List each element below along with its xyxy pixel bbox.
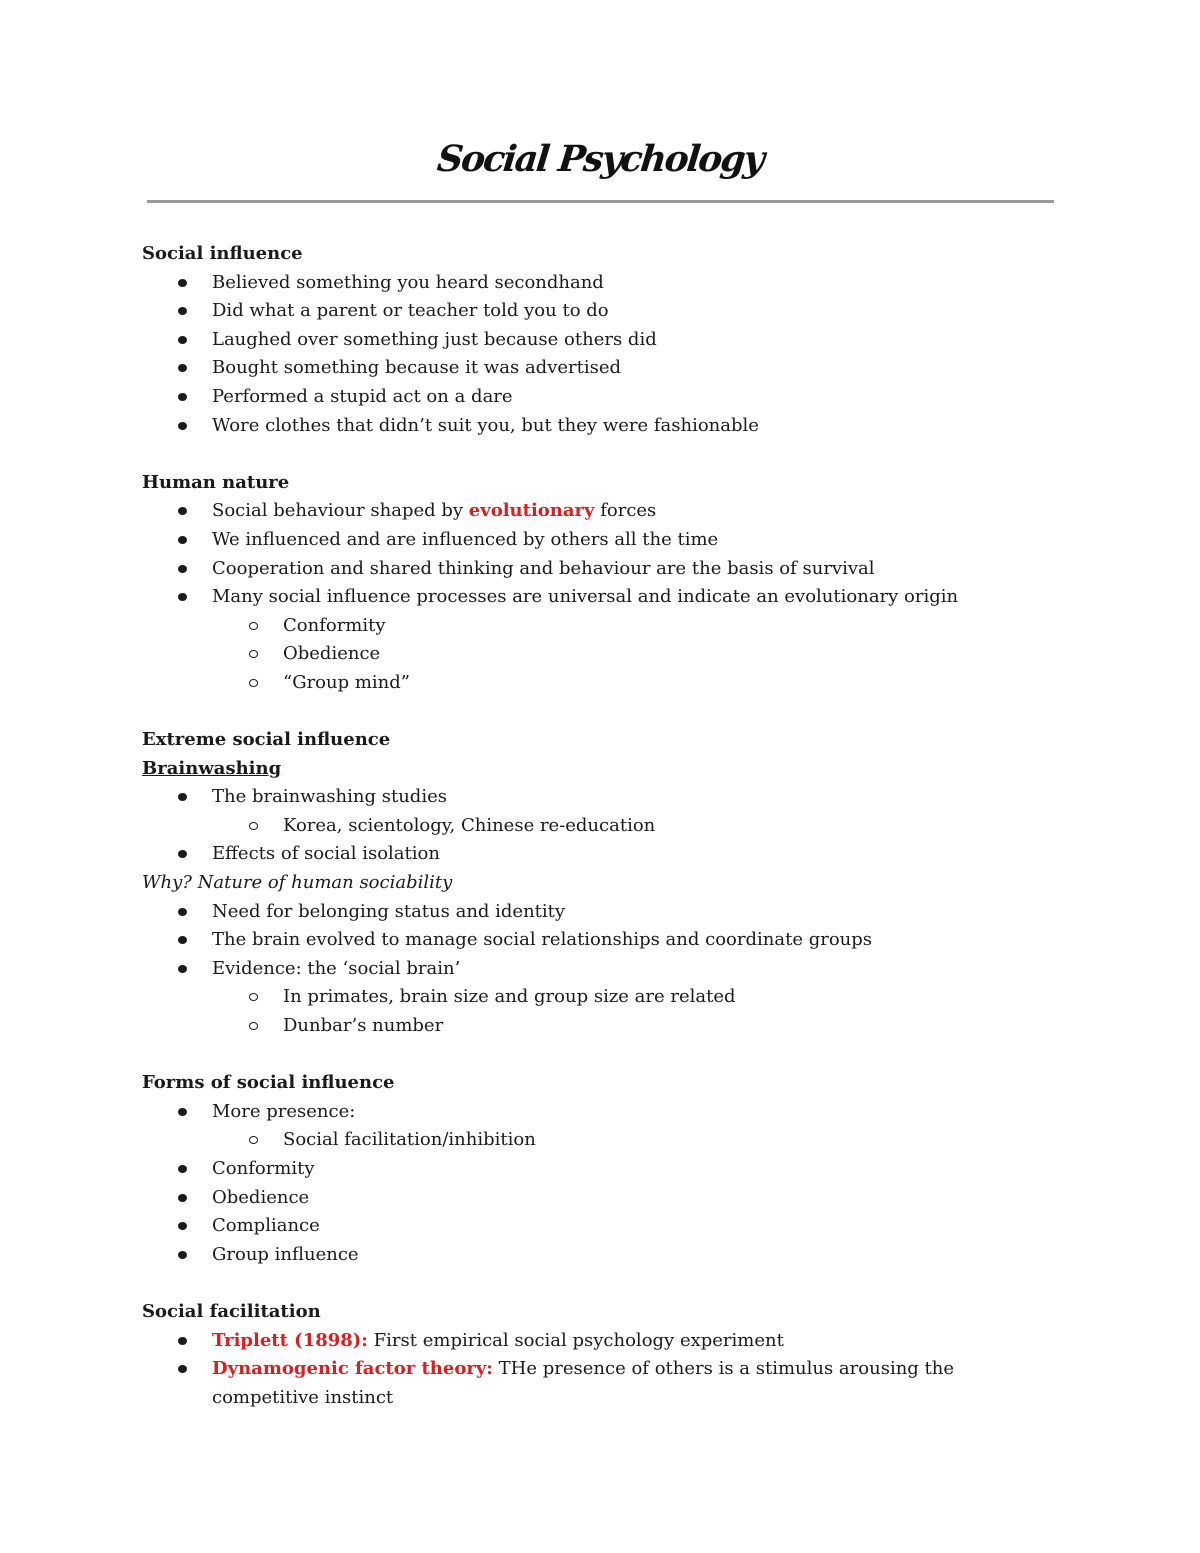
human-nature-list (142, 497, 1062, 697)
forms-list (142, 1098, 1062, 1270)
title-divider (147, 200, 1054, 203)
item-text: forces (594, 500, 657, 522)
item-text: Social behaviour shaped by (212, 500, 469, 522)
item-text: First empirical social psychology experiment (367, 1329, 784, 1351)
list-item (142, 955, 1062, 1041)
list-item: Effects of social isolation (142, 840, 1062, 869)
list-item (142, 497, 1062, 526)
social-influence-list (142, 269, 1062, 441)
list-item: Laughed over something just because others did (142, 326, 1062, 355)
sub-list (212, 983, 1062, 1040)
section-heading-human-nature: Human nature (142, 471, 290, 493)
sub-list-item: Dunbar’s number (142, 1012, 1062, 1041)
item-text: Evidence: the ‘social brain’ (212, 957, 461, 979)
list-item: Need for belonging status and identity (142, 898, 1062, 927)
list-item: Bought something because it was advertised (142, 354, 1062, 383)
list-item: Cooperation and shared thinking and behaviour are the basis of survival (142, 555, 1062, 584)
sub-list-item: “Group mind” (142, 669, 1062, 698)
list-item: Obedience (142, 1184, 1062, 1213)
list-item (142, 1355, 1062, 1412)
section-heading-social-influence: Social influence (142, 243, 303, 264)
item-text: The brainwashing studies (212, 786, 447, 808)
item-text: Many social influence processes are universal and indicate an evolutionary origin (212, 586, 959, 608)
list-item: We influenced and are influenced by others all the time (142, 526, 1062, 555)
list-item: The brain evolved to manage social relationships and coordinate groups (142, 926, 1062, 955)
sub-list-item: In primates, brain size and group size are related (142, 983, 1062, 1012)
section-heading-facilitation: Social facilitation (142, 1300, 321, 1322)
page-title: Social Psychology (435, 138, 765, 180)
facilitation-list (142, 1327, 1062, 1413)
sub-list (212, 1126, 1062, 1155)
list-item (142, 583, 1062, 697)
section-heading-extreme: Extreme social influence (142, 729, 391, 751)
subheading-brainwashing: Brainwashing (142, 757, 282, 779)
sub-list-item: Social facilitation/inhibition (142, 1126, 1062, 1155)
sub-list-item: Korea, scientology, Chinese re-education (142, 812, 1062, 841)
list-item: Conformity (142, 1155, 1062, 1184)
list-item: Did what a parent or teacher told you to do (142, 297, 1062, 326)
list-item: Compliance (142, 1212, 1062, 1241)
brainwashing-list (142, 783, 1062, 869)
sub-list-item: Obedience (142, 640, 1062, 669)
sub-list (212, 812, 1062, 841)
why-line: Why? Nature of human sociability (142, 872, 453, 894)
highlight-dynamogenic: Dynamogenic factor theory: (212, 1358, 493, 1380)
section-heading-forms: Forms of social influence (142, 1072, 395, 1094)
list-item (142, 1327, 1062, 1356)
list-item: Believed something you heard secondhand (142, 269, 1062, 298)
item-text: More presence: (212, 1100, 356, 1122)
list-item (142, 783, 1062, 840)
highlight-triplett: Triplett (1898): (212, 1329, 368, 1351)
item-text: THe presence of others is a stimulus arousing the competitive instinct (212, 1358, 955, 1408)
list-item (142, 1098, 1062, 1155)
list-item: Wore clothes that didn’t suit you, but they were fashionable (142, 412, 1062, 441)
list-item: Performed a stupid act on a dare (142, 383, 1062, 412)
document-body (142, 240, 1062, 1412)
why-list (142, 898, 1062, 1041)
highlight-evolutionary: evolutionary (468, 500, 595, 522)
sub-list-item: Conformity (142, 612, 1062, 641)
sub-list (212, 612, 1062, 698)
list-item: Group influence (142, 1241, 1062, 1270)
